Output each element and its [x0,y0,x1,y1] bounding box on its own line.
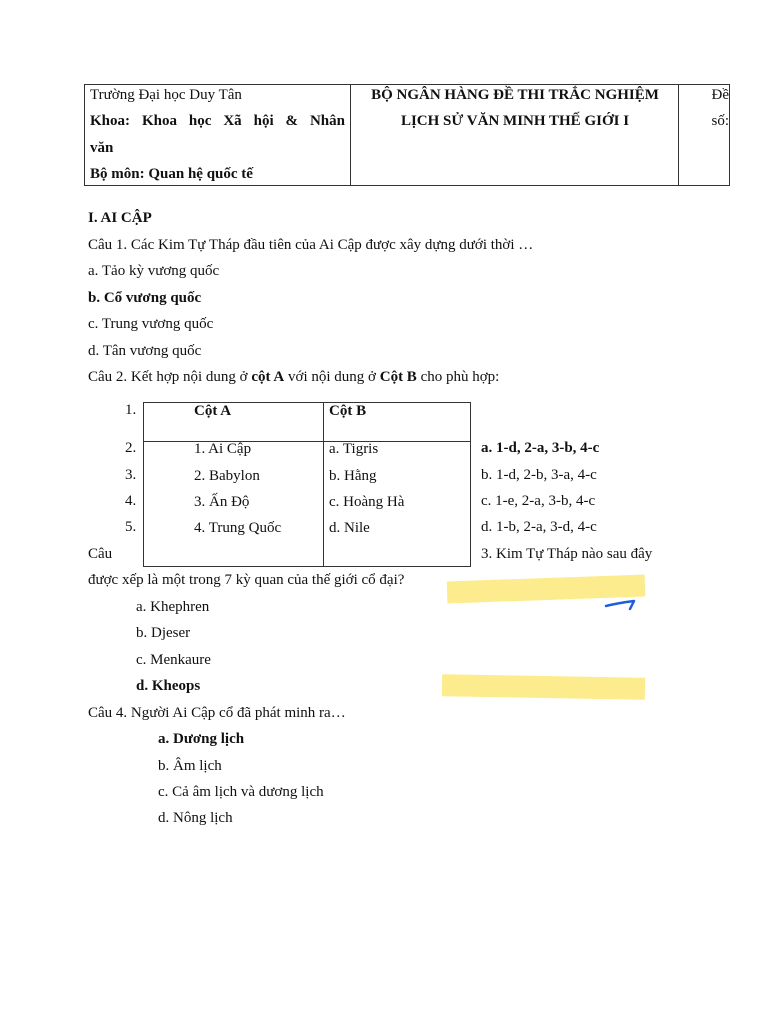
col-b-item: b. Hằng [329,468,377,484]
department: Bộ môn: Quan hệ quốc tế [90,166,253,182]
q4-option-c: c. Cả âm lịch và dương lịch [158,784,324,800]
col-a-item: 2. Babylon [194,468,260,484]
faculty-line2: văn [90,140,114,156]
q2-answer-b: b. 1-d, 2-b, 3-a, 4-c [481,467,597,483]
q3-option-b: b. Djeser [136,625,191,641]
col-a-item: 1. Ai Cập [194,441,252,457]
q1-question: Câu 1. Các Kim Tự Tháp đầu tiên của Ai Cập được xây dựng dưới thời … [88,237,534,253]
q2-question: Câu 2. Kết hợp nội dung ở cột A với nội dung ở Cột B cho phù hợp: [88,369,500,385]
col-b-item: c. Hoàng Hà [329,494,405,510]
section-title: I. AI CẬP [88,210,152,226]
col-b-item: a. Tigris [329,441,379,457]
q3-question-line2: được xếp là một trong 7 kỳ quan của thế giới cổ đại? [88,572,405,588]
q3-label-right: 3. Kim Tự Tháp nào sau đây [481,546,653,562]
row-number: 2. [125,440,137,456]
doc-title-line1: BỘ NGÂN HÀNG ĐỀ THI TRẮC NGHIỆM [371,87,659,103]
table-header-rule [144,441,470,442]
q1-option-a: a. Tảo kỳ vương quốc [88,263,220,279]
school-name: Trường Đại học Duy Tân [90,87,242,103]
pen-arrow-icon [604,596,640,612]
col-a-item: 3. Ấn Độ [194,494,250,510]
doc-title-line2: LỊCH SỬ VĂN MINH THẾ GIỚI I [400,113,630,129]
q1-option-d: d. Tân vương quốc [88,343,202,359]
header-table [84,84,730,186]
col-b-header: Cột B [329,403,367,419]
col-a-item: 4. Trung Quốc [194,520,282,536]
matching-table [143,402,471,567]
q3-option-c: c. Menkaure [136,652,211,668]
q1-option-c: c. Trung vương quốc [88,316,214,332]
exam-number-label: Đề [711,87,729,103]
col-a-header: Cột A [194,403,232,419]
q4-option-a: a. Dương lịch [158,731,245,747]
col-b-item: d. Nile [329,520,370,536]
q3-option-d: d. Kheops [136,678,201,694]
q4-question: Câu 4. Người Ai Cập cổ đã phát minh ra… [88,705,346,721]
table-column-rule [323,403,324,566]
q2-answer-d: d. 1-b, 2-a, 3-d, 4-c [481,519,597,535]
row-number: 3. [125,467,137,483]
q4-option-d: d. Nông lịch [158,810,233,826]
q4-option-b: b. Âm lịch [158,758,222,774]
row-number: 1. [125,402,137,418]
yellow-highlight-mark [442,674,645,700]
row-number: 4. [125,493,137,509]
q3-label-left: Câu [88,546,113,562]
faculty-line1: Khoa: Khoa học Xã hội & Nhân [90,113,345,129]
row-number: 5. [125,519,137,535]
q3-option-a: a. Khephren [136,599,210,615]
exam-number-label-2: số: [711,113,729,129]
q1-option-b: b. Cổ vương quốc [88,290,202,306]
q2-answer-a: a. 1-d, 2-a, 3-b, 4-c [481,440,600,456]
q2-answer-c: c. 1-e, 2-a, 3-b, 4-c [481,493,596,509]
